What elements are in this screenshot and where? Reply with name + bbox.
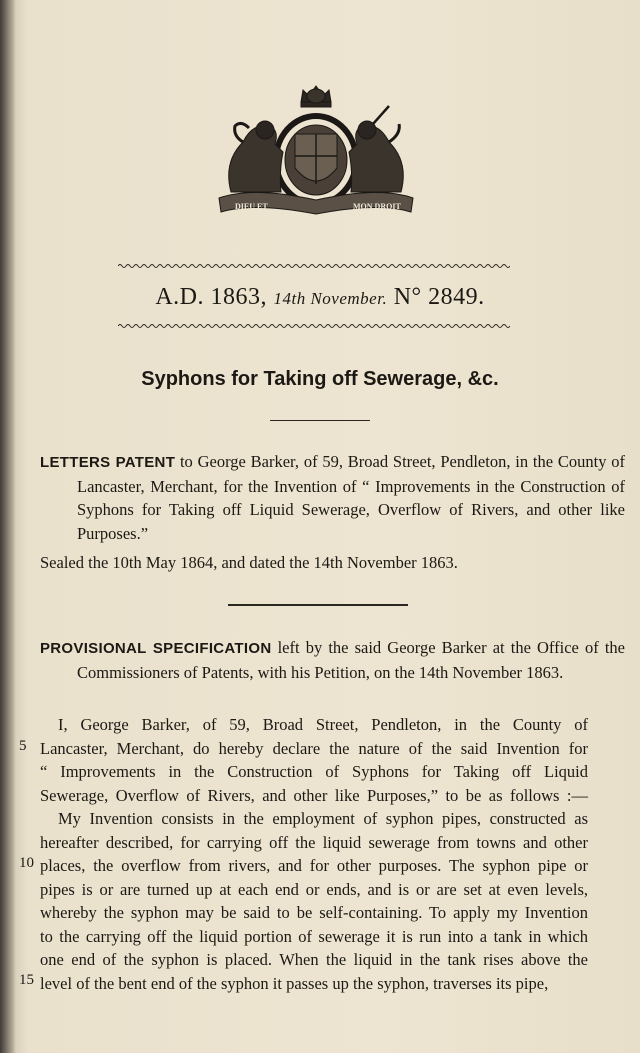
line-number: 15 xyxy=(19,972,34,988)
royal-coat-of-arms-icon xyxy=(213,82,419,218)
body-line: whereby the syphon may be said to be self-containing. To apply my Invention xyxy=(40,903,588,922)
body-line: “ Improvements in the Construction of Syphons for Taking off Liquid xyxy=(40,762,588,781)
body-line: places, the overflow from rivers, and for other purposes. The syphon pipe or xyxy=(40,856,588,875)
body-line: level of the bent end of the syphon it passes up the syphon, traverses its pipe, xyxy=(40,973,549,993)
divider-short xyxy=(270,420,370,421)
page-title: Syphons for Taking off Sewerage, &c. xyxy=(141,368,499,390)
patent-year: A.D. 1863, xyxy=(155,284,267,310)
wavy-rule-bottom xyxy=(118,322,510,330)
letters-patent-text: to George Barker, of 59, Broad Street, Pendleton, in the County of Lancaster, Merchant, for the Invention of “ Improvements in the Construction of Syphons for Taking off Liquid Sewerage, Overflow of Rivers, and other like Purposes.” xyxy=(77,452,625,543)
body-line: My Invention consists in the employment of syphon pipes, constructed as xyxy=(58,809,588,828)
letters-patent-paragraph xyxy=(40,450,625,545)
body-line: to the carrying off the liquid portion of sewerage it is run into a tank in which xyxy=(40,926,588,946)
provisional-paragraph xyxy=(40,636,625,684)
provisional-lead: PROVISIONAL SPECIFICATION xyxy=(40,640,272,657)
line-number: 10 xyxy=(19,855,34,871)
body-line: I, George Barker, of 59, Broad Street, Pendleton, in the County of xyxy=(58,715,588,734)
body-line: hereafter described, for carrying off the liquid sewerage from towns and other xyxy=(40,832,588,852)
divider-long xyxy=(228,604,408,606)
sealed-line: Sealed the 10th May 1864, and dated the 14th November 1863. xyxy=(40,553,458,572)
body-line: one end of the syphon is placed. When the liquid in the tank rises above the xyxy=(40,950,588,969)
body-line: pipes is or are turned up at each end or ends, and is or are set at even levels, xyxy=(40,879,588,899)
patent-number: N° 2849. xyxy=(393,284,485,310)
motto-right: MON DROIT xyxy=(353,202,401,211)
motto-left: DIEU ET xyxy=(235,202,268,211)
specification-body xyxy=(40,713,588,995)
body-line: Sewerage, Overflow of Rivers, and other like Purposes,” to be as follows :— xyxy=(40,785,588,805)
book-binding-edge xyxy=(0,0,16,1053)
wavy-rule-top xyxy=(118,262,510,270)
patent-header-line xyxy=(0,284,640,311)
body-line: Lancaster, Merchant, do hereby declare the nature of the said Invention for xyxy=(40,738,588,758)
provisional-text: left by the said George Barker at the Office of the Commissioners of Patents, with his Petition, on the 14th November 1863. xyxy=(77,638,625,682)
line-number: 5 xyxy=(19,738,27,754)
letters-patent-lead: LETTERS PATENT xyxy=(40,454,176,471)
patent-date: 14th November. xyxy=(273,289,388,308)
